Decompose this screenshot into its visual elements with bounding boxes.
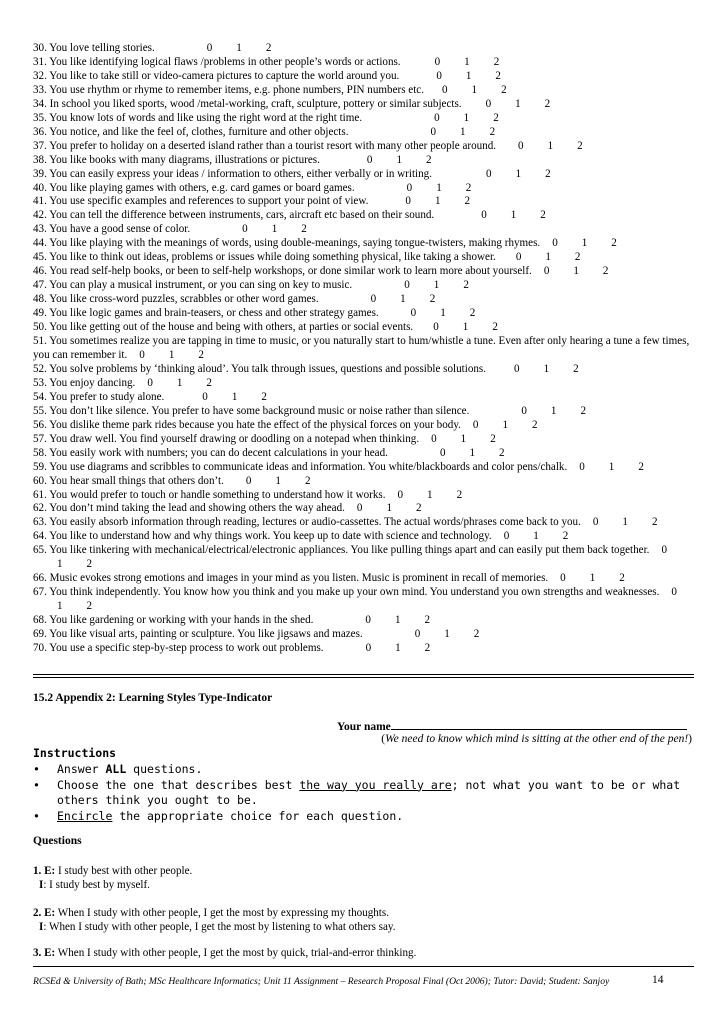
score-option-0[interactable]: 0 <box>434 111 440 124</box>
inventory-items <box>33 42 693 656</box>
item-text: 30. You love telling stories. <box>33 42 155 54</box>
score-option-0[interactable]: 0 <box>406 181 413 194</box>
pen-note-close: ) <box>688 733 692 745</box>
score-option-2[interactable]: 2 <box>464 195 471 208</box>
question-number: 1. E: <box>33 865 56 877</box>
your-name-blank[interactable] <box>391 718 687 730</box>
option-label: I <box>39 879 44 891</box>
score-option-2[interactable]: 2 <box>429 293 436 306</box>
score-option-1[interactable]: 1 <box>444 628 450 641</box>
score-option-0[interactable]: 0 <box>206 42 213 54</box>
item-row <box>33 530 693 544</box>
item-text: 64. You like to understand how and why things work. You keep up to date with science and technology. <box>33 530 492 543</box>
score-option-1[interactable]: 1 <box>394 614 401 627</box>
item-text: 35. You know lots of words and like using the right word at the right time. <box>33 111 363 124</box>
item-row <box>33 223 693 237</box>
item-row <box>33 433 693 447</box>
score-option-2[interactable]: 2 <box>540 209 546 222</box>
item-row <box>33 628 693 642</box>
score-option-2[interactable]: 2 <box>473 628 480 641</box>
score-option-1[interactable]: 1 <box>271 223 278 236</box>
score-option-0[interactable]: 0 <box>414 628 421 641</box>
item-row <box>33 42 693 56</box>
item-text: 52. You solve problems by ‘thinking aloud’. You talk through issues, questions and possible solutions. <box>33 362 487 375</box>
score-option-2[interactable]: 2 <box>544 97 551 110</box>
score-option-1[interactable]: 1 <box>471 83 478 96</box>
questions-heading: Questions <box>33 835 82 847</box>
score-option-2[interactable]: 2 <box>651 516 658 529</box>
item-row <box>33 84 693 98</box>
item-text: 68. You like gardening or working with your hands in the shed. <box>33 614 314 627</box>
item-text: 61. You would prefer to touch or handle something to understand how it works. <box>33 488 386 501</box>
bullet-icon: • <box>33 777 40 792</box>
score-option-1[interactable]: 1 <box>57 600 63 613</box>
score-option-1[interactable]: 1 <box>543 362 550 375</box>
score-option-2[interactable]: 2 <box>493 55 500 68</box>
item-row <box>33 447 693 461</box>
score-option-1[interactable]: 1 <box>573 265 579 278</box>
score-option-1[interactable]: 1 <box>231 390 238 403</box>
footer-divider <box>33 966 694 967</box>
item-row <box>33 544 693 572</box>
score-option-0[interactable]: 0 <box>366 153 373 166</box>
item-row <box>33 209 693 223</box>
score-option-0[interactable]: 0 <box>514 362 520 375</box>
score-option-0[interactable]: 0 <box>405 195 411 208</box>
score-option-1[interactable]: 1 <box>465 69 472 82</box>
score-option-0[interactable]: 0 <box>481 209 487 222</box>
item-text: 40. You like playing games with others, e.g. card games or board games. <box>33 181 355 194</box>
item-row <box>33 405 693 419</box>
item-row <box>33 335 693 363</box>
score-option-1[interactable]: 1 <box>386 502 393 515</box>
score-option-1[interactable]: 1 <box>440 307 446 320</box>
score-option-0[interactable]: 0 <box>410 307 417 320</box>
score-option-0[interactable]: 0 <box>560 572 566 585</box>
item-text: 32. You like to take still or video-camera pictures to capture the world around you. <box>33 69 400 82</box>
score-option-2[interactable]: 2 <box>301 223 307 236</box>
item-text: 39. You can easily express your ideas / information to others, either verbally or in writing. <box>33 167 432 180</box>
score-option-0[interactable]: 0 <box>370 293 377 306</box>
option-label: I <box>39 921 44 933</box>
option-e[interactable] <box>33 864 192 878</box>
item-text: 54. You prefer to study alone. <box>33 390 165 403</box>
score-option-0[interactable]: 0 <box>503 530 510 543</box>
score-option-2[interactable]: 2 <box>602 265 609 278</box>
instruction-text: questions. <box>126 762 203 776</box>
score-option-2[interactable]: 2 <box>490 432 496 445</box>
score-option-2[interactable]: 2 <box>456 488 463 501</box>
question-number: 2. E: <box>33 907 56 919</box>
score-option-0[interactable]: 0 <box>515 251 522 264</box>
score-option-2[interactable]: 2 <box>545 167 551 180</box>
score-option-2[interactable]: 2 <box>638 460 644 473</box>
item-text: 37. You prefer to holiday on a deserted island rather than a tourist resort with many other people around. <box>33 139 497 152</box>
item-text: 63. You easily absorb information through reading, lectures or audio-cassettes. The actual words/phrases come back to you. <box>33 516 581 529</box>
item-row <box>33 182 693 196</box>
score-option-0[interactable]: 0 <box>543 265 550 278</box>
score-option-2[interactable]: 2 <box>424 614 431 627</box>
item-text: 49. You like logic games and brain-teasers, or chess and other strategy games. <box>33 307 379 320</box>
score-option-2[interactable]: 2 <box>493 111 499 124</box>
option-text: When I study with other people, I get the most by expressing my thoughts. <box>55 907 389 919</box>
item-row <box>33 321 693 335</box>
instruction-text: ; not what you want to be or what others think you ought to be. <box>57 777 681 807</box>
item-text: 33. You use rhythm or rhyme to remember items, e.g. phone numbers, PIN numbers etc. <box>33 83 424 96</box>
score-option-2[interactable]: 2 <box>304 474 311 487</box>
score-option-0[interactable]: 0 <box>404 279 410 292</box>
option-e[interactable] <box>33 946 416 960</box>
item-text: 31. You like identifying logical flaws /problems in other people’s words or actions. <box>33 55 401 68</box>
score-option-1[interactable]: 1 <box>550 404 557 417</box>
score-option-1[interactable]: 1 <box>464 55 470 68</box>
score-option-1[interactable]: 1 <box>622 516 628 529</box>
score-option-0[interactable]: 0 <box>671 586 677 599</box>
score-option-1[interactable]: 1 <box>427 488 433 501</box>
score-option-0[interactable]: 0 <box>202 390 208 403</box>
item-row <box>33 56 693 70</box>
item-text: 60. You hear small things that others don’t. <box>33 474 224 487</box>
instruction-underlined: Encircle <box>57 808 113 823</box>
question-1 <box>33 864 192 892</box>
score-option-0[interactable]: 0 <box>485 167 492 180</box>
bullet-icon: • <box>33 762 40 776</box>
item-text: 53. You enjoy dancing. <box>33 376 136 389</box>
score-option-0[interactable]: 0 <box>661 544 668 557</box>
item-text: 34. In school you liked sports, wood /metal-working, craft, sculpture, pottery or similar subjects. <box>33 97 462 110</box>
score-option-2[interactable]: 2 <box>489 125 496 138</box>
instruction-text: the appropriate choice for each question. <box>112 808 404 823</box>
score-option-0[interactable]: 0 <box>431 432 437 445</box>
score-option-1[interactable]: 1 <box>510 209 517 222</box>
item-row <box>33 391 693 405</box>
item-row <box>33 642 693 656</box>
score-option-0[interactable]: 0 <box>397 488 404 501</box>
item-text: 67. You think independently. You know how you think and you make up your own mind. You understand you own strengths and weaknesses. <box>33 586 660 599</box>
score-option-1[interactable]: 1 <box>275 474 281 487</box>
score-option-1[interactable]: 1 <box>460 432 467 445</box>
item-row <box>33 307 693 321</box>
score-option-0[interactable]: 0 <box>442 83 448 96</box>
score-option-1[interactable]: 1 <box>515 97 521 110</box>
score-option-2[interactable]: 2 <box>573 362 579 375</box>
score-option-0[interactable]: 0 <box>139 348 145 361</box>
score-option-1[interactable]: 1 <box>589 572 596 585</box>
score-option-2[interactable]: 2 <box>495 69 501 82</box>
score-option-2[interactable]: 2 <box>577 139 583 152</box>
score-option-2[interactable]: 2 <box>501 83 507 96</box>
item-row <box>33 195 693 209</box>
item-text: 70. You use a specific step-by-step process to work out problems. <box>33 641 324 654</box>
score-option-2[interactable]: 2 <box>265 42 272 54</box>
score-option-0[interactable]: 0 <box>552 237 558 250</box>
score-option-0[interactable]: 0 <box>433 321 439 334</box>
item-text: 50. You like getting out of the house and being with others, at parties or social events. <box>33 321 414 334</box>
item-row <box>33 140 693 154</box>
instructions-list <box>33 762 703 824</box>
item-row <box>33 70 693 84</box>
item-text: 44. You like playing with the meanings of words, using double-meanings, saying tongue-twisters, making rhymes. <box>33 237 541 250</box>
question-number: 3. E: <box>33 947 56 959</box>
item-text: 57. You draw well. You find yourself drawing or doodling on a notepad when thinking. <box>33 432 420 445</box>
score-option-1[interactable]: 1 <box>236 42 242 54</box>
instruction-item <box>33 762 703 778</box>
score-option-2[interactable]: 2 <box>465 181 472 194</box>
score-option-1[interactable]: 1 <box>168 348 175 361</box>
score-option-1[interactable]: 1 <box>395 641 401 654</box>
item-row <box>33 279 693 293</box>
score-option-0[interactable]: 0 <box>439 446 446 459</box>
score-option-0[interactable]: 0 <box>147 376 153 389</box>
bullet-icon: • <box>33 808 40 823</box>
score-option-2[interactable]: 2 <box>198 348 204 361</box>
score-option-1[interactable]: 1 <box>434 195 441 208</box>
score-option-1[interactable]: 1 <box>502 418 509 431</box>
score-option-0[interactable]: 0 <box>365 614 371 627</box>
item-text: 51. You sometimes realize you are tapping in time to music, or you naturally start to hum/whistle a tune. Even after only hearing a tune a few times, you can remember it. <box>33 335 690 361</box>
pen-note-text: We need to know which mind is sitting at the other end of the pen! <box>385 733 689 745</box>
score-option-1[interactable]: 1 <box>545 251 551 264</box>
item-text: 69. You like visual arts, painting or sculpture. You like jigsaws and mazes. <box>33 628 363 641</box>
instructions-heading: Instructions <box>33 746 117 760</box>
score-option-2[interactable]: 2 <box>611 237 617 250</box>
option-i[interactable] <box>33 920 396 934</box>
item-text: 62. You don’t mind taking the lead and showing others the way ahead. <box>33 502 345 515</box>
item-text: 59. You use diagrams and scribbles to communicate ideas and information. You white/blackboards and color pens/chalk. <box>33 460 568 473</box>
item-row <box>33 502 693 516</box>
your-name-label: Your name <box>337 721 391 733</box>
item-row <box>33 98 693 112</box>
score-option-0[interactable]: 0 <box>521 404 527 417</box>
item-row <box>33 126 693 140</box>
option-text: : I study best by myself. <box>43 879 150 891</box>
score-option-2[interactable]: 2 <box>416 502 422 515</box>
score-option-2[interactable]: 2 <box>492 321 498 334</box>
score-option-0[interactable]: 0 <box>436 69 442 82</box>
instruction-text: Choose the one that describes best <box>57 777 300 792</box>
item-text: 58. You easily work with numbers; you can do decent calculations in your head. <box>33 446 388 459</box>
score-option-1[interactable]: 1 <box>400 293 406 306</box>
score-option-2[interactable]: 2 <box>261 390 267 403</box>
item-row <box>33 419 693 433</box>
instruction-underlined: the way you really are <box>299 777 452 792</box>
item-text: 55. You don’t like silence. You prefer to have some background music or noise rather than silence. <box>33 404 470 417</box>
score-option-1[interactable]: 1 <box>396 153 402 166</box>
section-divider <box>33 677 694 678</box>
your-name-field <box>337 718 687 733</box>
item-row <box>33 363 693 377</box>
option-i[interactable] <box>33 878 192 892</box>
option-e[interactable] <box>33 906 396 920</box>
instruction-text: Answer <box>57 762 106 776</box>
item-text: 48. You like cross-word puzzles, scrabbles or other word games. <box>33 293 319 306</box>
score-option-0[interactable]: 0 <box>242 223 248 236</box>
score-option-0[interactable]: 0 <box>430 125 437 138</box>
option-text: I study best with other people. <box>55 865 193 877</box>
score-option-2[interactable]: 2 <box>532 418 538 431</box>
score-option-2[interactable]: 2 <box>469 307 476 320</box>
item-row <box>33 516 693 530</box>
item-text: 42. You can tell the difference between instruments, cars, aircraft etc based on their sound. <box>33 209 435 222</box>
score-option-2[interactable]: 2 <box>86 600 93 613</box>
score-option-2[interactable]: 2 <box>499 446 505 459</box>
score-option-0[interactable]: 0 <box>485 97 492 110</box>
item-row <box>33 572 693 586</box>
item-row <box>33 154 693 168</box>
instruction-emphasis: ALL <box>105 762 127 776</box>
score-option-1[interactable]: 1 <box>608 460 615 473</box>
item-text: 66. Music evokes strong emotions and images in your mind as you listen. Music is prominent in recall of memories. <box>33 572 549 585</box>
item-row <box>33 489 693 503</box>
score-option-1[interactable]: 1 <box>460 125 466 138</box>
item-row <box>33 377 693 391</box>
score-option-1[interactable]: 1 <box>533 530 539 543</box>
page-number: 14 <box>652 974 664 986</box>
score-option-2[interactable]: 2 <box>574 251 581 264</box>
score-option-1[interactable]: 1 <box>436 181 442 194</box>
score-option-2[interactable]: 2 <box>580 404 587 417</box>
score-option-2[interactable]: 2 <box>463 279 469 292</box>
score-option-1[interactable]: 1 <box>57 558 63 571</box>
pen-note-open: ( <box>381 733 386 745</box>
item-text: 56. You dislike theme park rides because you hate the effect of the physical forces on your body. <box>33 418 461 431</box>
score-option-0[interactable]: 0 <box>434 55 441 68</box>
score-option-1[interactable]: 1 <box>469 446 476 459</box>
item-text: 38. You like books with many diagrams, illustrations or pictures. <box>33 153 320 166</box>
item-row <box>33 251 693 265</box>
score-option-2[interactable]: 2 <box>562 530 569 543</box>
score-option-0[interactable]: 0 <box>518 139 524 152</box>
item-row <box>33 614 693 628</box>
pen-note <box>381 733 692 745</box>
score-option-0[interactable]: 0 <box>365 641 372 654</box>
item-row <box>33 265 693 279</box>
item-text: 43. You have a good sense of color. <box>33 223 191 236</box>
section-divider <box>33 674 694 675</box>
item-text: 47. You can play a musical instrument, or you can sing on key to music. <box>33 279 353 292</box>
item-text: 36. You notice, and like the feel of, clothes, furniture and other objects. <box>33 125 349 138</box>
item-row <box>33 461 693 475</box>
score-option-1[interactable]: 1 <box>462 321 469 334</box>
instruction-item <box>33 809 703 825</box>
score-option-0[interactable]: 0 <box>579 460 585 473</box>
score-option-1[interactable]: 1 <box>176 376 183 389</box>
score-option-0[interactable]: 0 <box>592 516 599 529</box>
item-text: 45. You like to think out ideas, problems or issues while doing something physical, like taking a shower. <box>33 251 496 264</box>
item-row <box>33 237 693 251</box>
item-text: 46. You read self-help books, or been to self-help workshops, or done similar work to learn more about yourself. <box>33 265 532 278</box>
score-option-0[interactable]: 0 <box>245 474 252 487</box>
item-row <box>33 586 693 614</box>
score-option-1[interactable]: 1 <box>581 237 588 250</box>
item-row <box>33 168 693 182</box>
score-option-1[interactable]: 1 <box>463 111 470 124</box>
score-option-2[interactable]: 2 <box>86 558 93 571</box>
item-row <box>33 112 693 126</box>
appendix-heading: 15.2 Appendix 2: Learning Styles Type-Indicator <box>33 692 273 704</box>
score-option-1[interactable]: 1 <box>433 279 440 292</box>
score-option-2[interactable]: 2 <box>425 153 432 166</box>
option-text: When I study with other people, I get the most by quick, trial-and-error thinking. <box>55 947 417 959</box>
item-row <box>33 475 693 489</box>
score-option-1[interactable]: 1 <box>547 139 554 152</box>
score-option-2[interactable]: 2 <box>206 376 212 389</box>
footer-text: RCSEd & University of Bath; MSc Healthcare Informatics; Unit 11 Assignment – Research Proposal Final (Oct 2006); Tutor: David; Student: Sanjoy <box>33 976 610 987</box>
score-option-2[interactable]: 2 <box>619 572 625 585</box>
score-option-1[interactable]: 1 <box>515 167 522 180</box>
question-3 <box>33 946 416 960</box>
score-option-2[interactable]: 2 <box>424 641 431 654</box>
score-option-0[interactable]: 0 <box>472 418 479 431</box>
option-text: : When I study with other people, I get the most by listening to what others say. <box>43 921 396 933</box>
score-option-0[interactable]: 0 <box>356 502 363 515</box>
item-text: 41. You use specific examples and references to support your point of view. <box>33 195 369 208</box>
instruction-item <box>33 778 703 809</box>
item-row <box>33 293 693 307</box>
question-2 <box>33 906 396 934</box>
item-text: 65. You like tinkering with mechanical/electrical/electronic appliances. You like pulling things apart and can easily put them back together. <box>33 544 650 557</box>
